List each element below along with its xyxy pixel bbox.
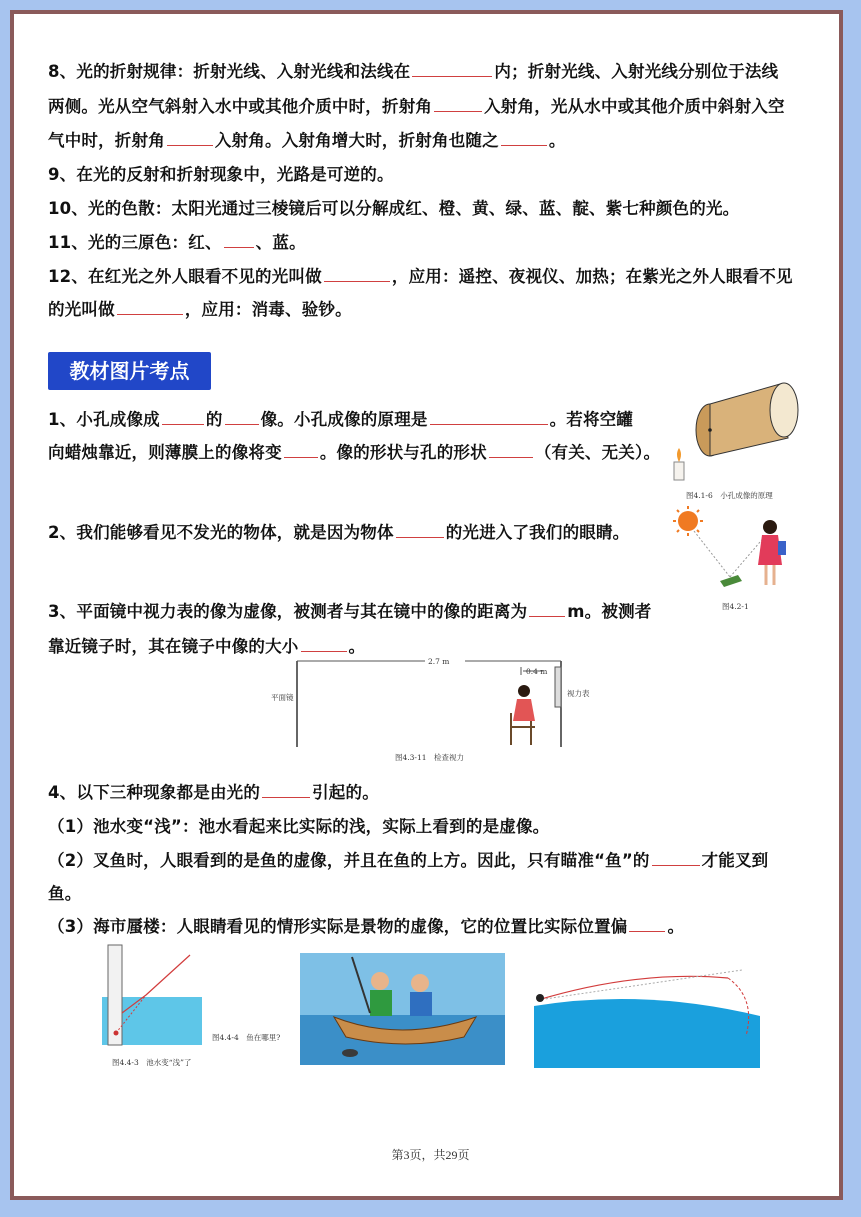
question-1-line2: 向蜡烛靠近，则薄膜上的像将变 。像的形状与孔的形状 （有关、无关）。 — [48, 443, 661, 462]
mirror-label: 平面镜 — [271, 693, 294, 702]
figure-caption: 图4.4-4 鱼在哪里? — [212, 1033, 281, 1042]
blank[interactable] — [324, 280, 390, 282]
question-3-line1: 3、平面镜中视力表的像为虚像，被测者与其在镜中的像的距离为 m。被测者 — [48, 602, 652, 621]
mirage-figure — [530, 958, 770, 1068]
question-4-2-line2: 鱼。 — [48, 884, 82, 903]
blank[interactable] — [162, 423, 204, 425]
blank[interactable] — [284, 456, 318, 458]
fishing-boat-figure — [300, 953, 505, 1065]
blank[interactable] — [262, 796, 310, 798]
distance-label: 0.4 m — [526, 667, 548, 676]
blank[interactable] — [529, 615, 565, 617]
blank[interactable] — [652, 864, 700, 866]
pool-figure — [100, 943, 210, 1055]
distance-label: 2.7 m — [428, 657, 450, 666]
figure-caption: 图4.4-3 池水变“浅”了 — [112, 1058, 192, 1067]
item-12-line1: 12、在红光之外人眼看不见的光叫做 ，应用：遥控、夜视仪、加热；在紫光之外人眼看不见 — [48, 267, 793, 286]
page-footer: 第3页，共29页 — [391, 1148, 470, 1162]
question-3-line2: 靠近镜子时，其在镜子中像的大小 。 — [48, 637, 366, 656]
blank[interactable] — [412, 75, 492, 77]
question-4-1: （1）池水变“浅”：池水看起来比实际的浅，实际上看到的是虚像。 — [48, 817, 550, 836]
question-1-line1: 1、小孔成像成 的 像。小孔成像的原理是 。若将空罐 — [48, 410, 634, 429]
item-11: 11、光的三原色：红、 、蓝。 — [48, 233, 306, 252]
item-8-line1: 8、光的折射规律：折射光线、入射光线和法线在 内；折射光线、入射光线分别位于法线 — [48, 62, 779, 81]
figure-caption: 图4.1-6 小孔成像的原理 — [686, 491, 773, 500]
item-12-line2: 的光叫做 ，应用：消毒、验钞。 — [48, 300, 352, 319]
item-8-line3: 气中时，折射角 入射角。入射角增大时，折射角也随之 。 — [48, 131, 566, 150]
blank[interactable] — [434, 110, 482, 112]
figure-caption: 图4.2-1 — [722, 602, 749, 611]
blank[interactable] — [430, 423, 548, 425]
item-8-line2: 两侧。光从空气斜射入水中或其他介质中时，折射角 入射角，光从水中或其他介质中斜射入空 — [48, 97, 785, 116]
question-2: 2、我们能够看见不发光的物体，就是因为物体 的光进入了我们的眼睛。 — [48, 523, 630, 542]
blank[interactable] — [225, 423, 259, 425]
blank[interactable] — [167, 144, 213, 146]
blank[interactable] — [629, 930, 665, 932]
blank[interactable] — [489, 456, 533, 458]
sun-reflection-figure — [672, 505, 802, 600]
blank[interactable] — [396, 536, 444, 538]
blank[interactable] — [117, 313, 183, 315]
blank[interactable] — [501, 144, 547, 146]
item-9: 9、在光的反射和折射现象中，光路是可逆的。 — [48, 165, 394, 184]
question-4: 4、以下三种现象都是由光的 引起的。 — [48, 783, 379, 802]
blank[interactable] — [301, 650, 347, 652]
question-4-2-line1: （2）叉鱼时，人眼看到的是鱼的虚像，并且在鱼的上方。因此，只有瞄准“鱼”的 才能叉到 — [48, 851, 769, 870]
pinhole-can-figure — [648, 376, 808, 501]
blank[interactable] — [224, 246, 254, 248]
figure-caption: 图4.3-11 检查视力 — [395, 753, 465, 762]
item-10: 10、光的色散：太阳光通过三棱镜后可以分解成红、橙、黄、绿、蓝、靛、紫七种颜色的光。 — [48, 199, 740, 218]
section-banner: 教材图片考点 — [48, 352, 211, 390]
question-4-3: （3）海市蜃楼：人眼睛看见的情形实际是景物的虚像，它的位置比实际位置偏 。 — [48, 917, 685, 936]
chart-label: 视力表 — [567, 689, 590, 698]
